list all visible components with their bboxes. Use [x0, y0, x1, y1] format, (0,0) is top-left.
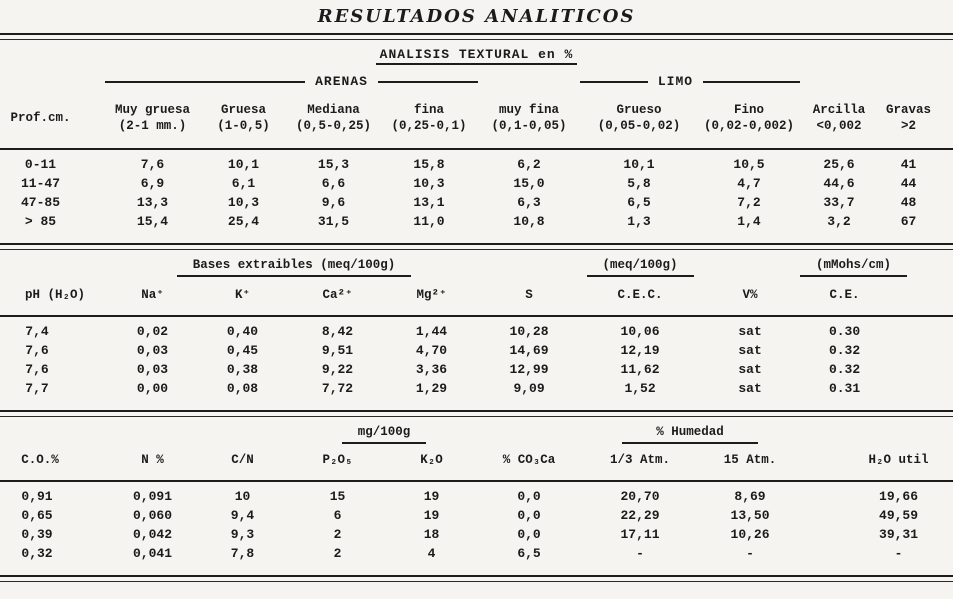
- cell: 15: [329, 489, 346, 504]
- column-header: K₂O: [420, 453, 443, 467]
- cell: 10,1: [227, 157, 260, 172]
- cell: sat: [738, 324, 762, 339]
- cell: 0,0: [517, 489, 541, 504]
- bases-group-label: Bases extraibles (meq/100g): [177, 258, 412, 277]
- cell: 67: [900, 214, 917, 229]
- cell: -: [746, 546, 754, 561]
- cell: 44,6: [823, 176, 855, 191]
- cell: 8,69: [734, 489, 766, 504]
- cell: 1,29: [415, 381, 448, 396]
- cell: 18: [423, 527, 440, 542]
- cell: -: [894, 546, 903, 561]
- cell: 6,2: [517, 157, 541, 172]
- cell: 0,91: [21, 489, 53, 504]
- column-header: Mediana (0,5-0,25): [295, 103, 371, 133]
- cell: 11,0: [413, 214, 445, 229]
- section-title: ANALISIS TEXTURAL en %: [376, 47, 578, 65]
- arenas-group-label: ARENAS: [315, 74, 368, 89]
- cell: 1,3: [627, 214, 651, 229]
- cell: 44: [900, 176, 917, 191]
- cell: 33,7: [823, 195, 855, 210]
- cell: sat: [738, 343, 762, 358]
- cell: 22,29: [620, 508, 660, 523]
- cell: 6,9: [140, 176, 165, 191]
- cell: 5,8: [627, 176, 651, 191]
- cell: 7,7: [25, 381, 49, 396]
- nutrients-table: [0, 417, 953, 575]
- cell: 13,50: [730, 508, 770, 523]
- rule-segment: [105, 81, 305, 83]
- column-header: V%: [742, 288, 758, 302]
- cell: 19: [423, 489, 440, 504]
- table-row: [0, 341, 953, 360]
- cell: 0,00: [136, 381, 169, 396]
- cell: 10,1: [623, 157, 655, 172]
- cell: sat: [738, 362, 762, 377]
- column-header: C.E.C.: [617, 288, 663, 302]
- cell: 0,39: [21, 527, 53, 542]
- cell: 7,72: [321, 381, 354, 396]
- column-header: N %: [141, 453, 164, 467]
- table-row: [0, 316, 953, 341]
- cell: 6,6: [321, 176, 346, 191]
- cell: 19,66: [879, 489, 919, 504]
- cell: 15,8: [413, 157, 445, 172]
- column-header: Grueso (0,05-0,02): [597, 103, 681, 133]
- cell: 0.32: [828, 343, 861, 358]
- table-row: [0, 212, 953, 243]
- cell: 10,8: [513, 214, 545, 229]
- cell: 14,69: [509, 343, 549, 358]
- column-header-ph: pH (H₂O): [24, 288, 85, 302]
- bottom-rule: [0, 575, 953, 582]
- cell: 9,4: [230, 508, 255, 523]
- textural-table-body: [0, 149, 953, 243]
- cell: 4,70: [415, 343, 448, 358]
- column-header: Arcilla <0,002: [812, 103, 866, 133]
- cell: 1,52: [624, 381, 656, 396]
- cell: 6: [333, 508, 342, 523]
- cell: 10,26: [730, 527, 770, 542]
- column-header-row: [0, 445, 953, 481]
- cell: 10,3: [227, 195, 260, 210]
- limo-group-label: LIMO: [657, 74, 694, 89]
- cell: 15,0: [513, 176, 545, 191]
- column-header-prof: Prof.cm.: [10, 111, 71, 125]
- cell: 6,1: [231, 176, 256, 191]
- table-row: [0, 544, 953, 575]
- table-row: [0, 360, 953, 379]
- cell: 48: [900, 195, 917, 210]
- section-divider-rule: [0, 243, 953, 250]
- group-header-row: [0, 417, 953, 445]
- table-row: [0, 525, 953, 544]
- cell: 0-11: [24, 157, 57, 172]
- cell: 7,6: [25, 362, 49, 377]
- column-header: Fino (0,02-0,002): [703, 103, 794, 133]
- cell: 0,042: [132, 527, 172, 542]
- cell: 39,31: [879, 527, 919, 542]
- cell: 8,42: [321, 324, 354, 339]
- group-header-row: [0, 65, 953, 93]
- cell: 13,1: [413, 195, 445, 210]
- cell: 0,32: [21, 546, 53, 561]
- column-header: Gravas >2: [885, 103, 931, 133]
- cell: sat: [738, 381, 762, 396]
- cell: 0,40: [226, 324, 259, 339]
- cell: 0.32: [828, 362, 861, 377]
- nutrients-table-body: [0, 481, 953, 575]
- column-header: Mg²⁺: [416, 288, 447, 302]
- column-header: Ca²⁺: [322, 288, 353, 302]
- cell: 3,2: [827, 214, 851, 229]
- cell: 31,5: [317, 214, 350, 229]
- cell: 11-47: [20, 176, 60, 191]
- cell: -: [636, 546, 644, 561]
- doc-title: RESULTADOS ANALITICOS: [317, 6, 636, 27]
- cell: 6,5: [517, 546, 541, 561]
- top-rule: [0, 33, 953, 40]
- textural-table: [0, 65, 953, 243]
- rule-segment: [703, 81, 800, 83]
- rule-segment: [378, 81, 478, 83]
- cell: 1,4: [737, 214, 761, 229]
- cell: 12,99: [509, 362, 549, 377]
- column-header: C/N: [231, 453, 254, 467]
- column-header: Muy gruesa (2-1 mm.): [114, 103, 190, 133]
- table-row: [0, 379, 953, 410]
- rule-segment: [580, 81, 648, 83]
- column-header: muy fina (0,1-0,05): [491, 103, 567, 133]
- cell: 15,3: [317, 157, 350, 172]
- bases-table: [0, 250, 953, 410]
- column-header: S: [525, 288, 533, 302]
- cell: 10,5: [733, 157, 765, 172]
- cell: 20,70: [620, 489, 660, 504]
- column-header-row: [0, 93, 953, 149]
- cell: 9,3: [230, 527, 255, 542]
- cell: 9,51: [321, 343, 354, 358]
- mg-group-label: mg/100g: [342, 425, 427, 444]
- limo-group: [580, 75, 800, 89]
- column-header: C.E.: [829, 288, 860, 302]
- cell: 47-85: [20, 195, 60, 210]
- cell: 12,19: [620, 343, 660, 358]
- cell: 10,06: [620, 324, 660, 339]
- column-header: Gruesa (1-0,5): [217, 103, 270, 133]
- column-header: Na⁺: [141, 288, 164, 302]
- cell: 10: [234, 489, 251, 504]
- humedad-group-label: % Humedad: [622, 425, 758, 444]
- column-header: % CO₃Ca: [502, 453, 556, 467]
- cell: 0,0: [517, 527, 541, 542]
- cell: 1,44: [415, 324, 448, 339]
- section-divider-rule: [0, 410, 953, 417]
- column-header: C.O.%: [21, 453, 59, 467]
- cell: 13,3: [136, 195, 169, 210]
- column-header: P₂O₅: [322, 453, 353, 467]
- cell: 11,62: [620, 362, 660, 377]
- cell: 0,03: [136, 362, 169, 377]
- cell: 15,4: [136, 214, 169, 229]
- cell: 6,5: [627, 195, 651, 210]
- table-row: [0, 481, 953, 506]
- cell: 9,09: [513, 381, 545, 396]
- cell: 0.31: [828, 381, 861, 396]
- cell: 7,2: [737, 195, 761, 210]
- cell: 7,6: [140, 157, 165, 172]
- column-header-row: [0, 278, 953, 316]
- cell: 17,11: [620, 527, 660, 542]
- column-header: 15 Atm.: [723, 453, 777, 467]
- cell: 9,6: [321, 195, 346, 210]
- cell: 2: [333, 527, 342, 542]
- column-header: H₂O util: [868, 453, 929, 467]
- arenas-group: [105, 75, 478, 89]
- cell: 0,060: [132, 508, 172, 523]
- cell: 9,22: [321, 362, 354, 377]
- cell: 10,28: [509, 324, 549, 339]
- mmohs-group-label: (mMohs/cm): [800, 258, 907, 277]
- cell: 25,6: [823, 157, 855, 172]
- column-header: K⁺: [234, 288, 251, 302]
- cell: 4: [427, 546, 436, 561]
- cell: 6,3: [517, 195, 541, 210]
- cell: 3,36: [415, 362, 448, 377]
- cell: 4,7: [737, 176, 761, 191]
- cell: 41: [900, 157, 917, 172]
- table-row: [0, 193, 953, 212]
- cell: 0,45: [226, 343, 259, 358]
- cell: 10,3: [413, 176, 445, 191]
- cell: 0,65: [21, 508, 53, 523]
- cell: 0,03: [136, 343, 169, 358]
- cell: 7,6: [25, 343, 49, 358]
- cell: 0,02: [136, 324, 169, 339]
- column-header: fina (0,25-0,1): [391, 103, 467, 133]
- table-row: [0, 174, 953, 193]
- cell: 0,041: [132, 546, 172, 561]
- cell: 7,4: [25, 324, 49, 339]
- meq-group-label: (meq/100g): [587, 258, 694, 277]
- cell: 7,8: [230, 546, 255, 561]
- cell: 2: [333, 546, 342, 561]
- bases-table-body: [0, 316, 953, 410]
- cell: 25,4: [227, 214, 260, 229]
- table-row: [0, 149, 953, 174]
- column-header: 1/3 Atm.: [610, 453, 671, 467]
- cell: > 85: [24, 214, 57, 229]
- cell: 0.30: [828, 324, 861, 339]
- cell: 19: [423, 508, 440, 523]
- cell: 0,08: [226, 381, 259, 396]
- table-row: [0, 506, 953, 525]
- group-header-row: [0, 250, 953, 278]
- cell: 49,59: [879, 508, 919, 523]
- cell: 0,38: [226, 362, 259, 377]
- textural-section-header: [0, 45, 953, 65]
- cell: 0,091: [132, 489, 172, 504]
- cell: 0,0: [517, 508, 541, 523]
